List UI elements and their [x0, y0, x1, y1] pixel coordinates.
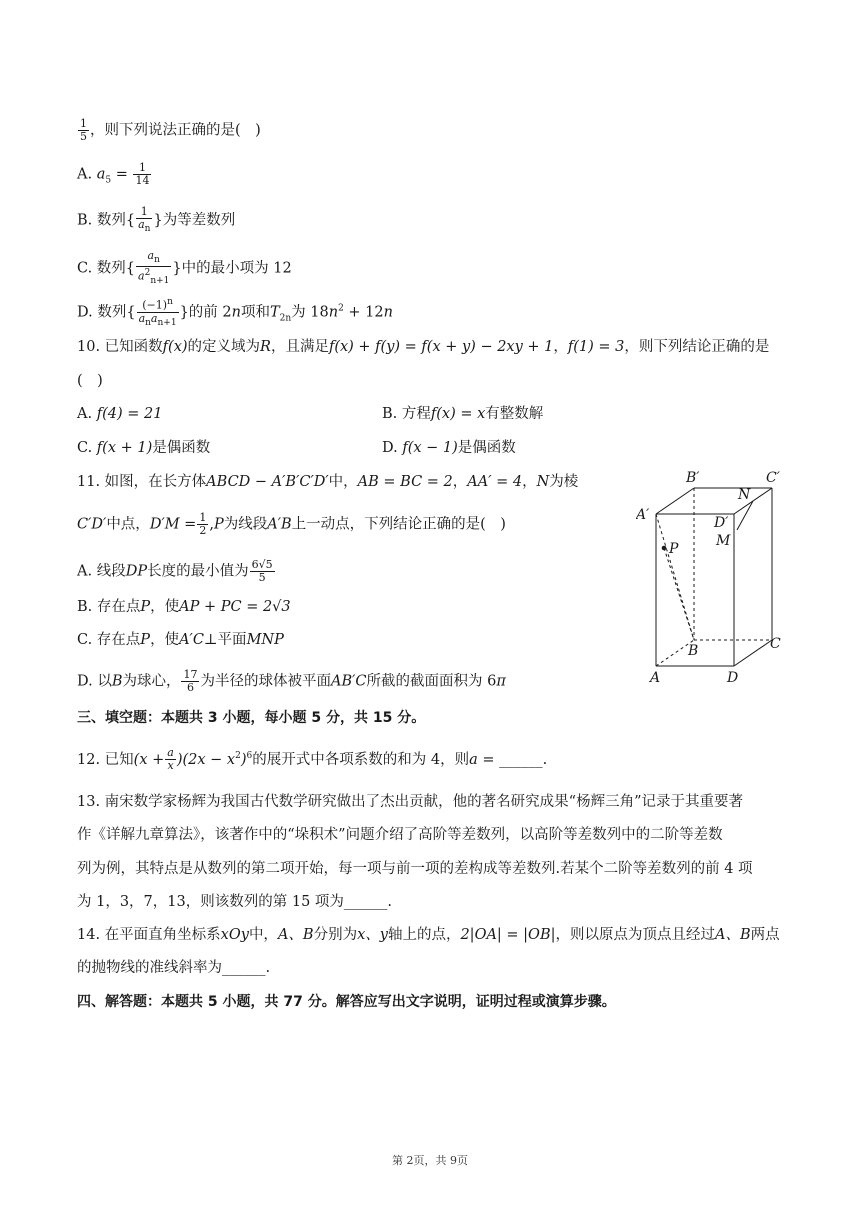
- q10-option-b: B. 方程f(x) = x有整数解: [382, 406, 544, 422]
- q11-stem-line2: C′D′中点，D′M = $\frac{1}{2}$ ,P为线段A′B上一动点，下列结论正确的是( ): [77, 511, 506, 537]
- q14-line2: 的抛物线的准线斜率为______.: [77, 960, 271, 976]
- q10-option-a: A. f(4) = 21: [77, 406, 163, 422]
- segment-NM: [737, 501, 753, 530]
- q11-stem: 11. 如图，在长方体ABCD − A′B′C′D′中，AB = BC = 2，AA′ = 4，N为棱: [77, 474, 579, 490]
- label-B: B: [688, 643, 699, 659]
- point-P: [662, 546, 667, 551]
- label-A1: A′: [636, 507, 650, 523]
- q12: 12. 已知(x + $\frac{a}{x}$ )$(2x - x^2)^6$的展开式中各项系数的和为 4，则a = ______.: [77, 746, 548, 773]
- q9-option-d: D. 数列{ $\frac{(-1)^n}{a_na_{n+1}}$ }的前 2n项和$T_{2n}$为 $18n^2 + 12n$: [77, 297, 393, 328]
- q13-line2: 作《详解九章算法》，该著作中的“垛积术”问题介绍了高阶等差数列，以高阶等差数列中的二阶等差数: [77, 827, 723, 843]
- q14-line1: 14. 在平面直角坐标系xOy中，A、B分别为x、y轴上的点，2|OA| = |OB|，则以原点为顶点且经过A、B两点: [77, 927, 780, 943]
- label-B1: B′: [686, 470, 700, 486]
- q10-stem: 10. 已知函数f(x)的定义域为R，且满足f(x) + f(y) = f(x + y) − 2xy + 1，f(1) = 3，则下列结论正确的是: [77, 339, 770, 355]
- segment-PB: [664, 548, 694, 640]
- q9-option-b: B. 数列{ $\frac{1}{a_n}$ }为等差数列: [77, 205, 236, 235]
- q11-option-d: D. 以B为球心， $\frac{17}{6}$ 为半径的球体被平面AB′C所截的截面面积为 6π: [77, 668, 506, 694]
- q11-option-a: A. 线段DP长度的最小值为 $\frac{6√5}{5}$: [77, 558, 273, 584]
- q10-stem-line2: ( ): [77, 373, 103, 389]
- label-N: N: [738, 487, 751, 503]
- q11-option-c: C. 存在点P，使A′C⊥平面MNP: [77, 632, 284, 648]
- label-C1: C′: [766, 470, 780, 486]
- label-D: D: [727, 670, 739, 686]
- q11-option-b: B. 存在点P，使AP + PC = 2√3: [77, 599, 291, 615]
- q13-line4: 为 1，3，7，13，则该数列的第 15 项为______.: [77, 894, 393, 910]
- q13-line3: 列为例，其特点是从数列的第二项开始，每一项与前一项的差构成等差数列.若某个二阶等差数列的前 4 项: [77, 861, 753, 877]
- edge-A1B1: [656, 488, 694, 514]
- label-P: P: [669, 541, 679, 557]
- segment-A1B: [656, 514, 694, 640]
- label-C: C: [770, 636, 781, 652]
- q10-option-c: C. f(x + 1)是偶函数: [77, 440, 211, 456]
- section-4-heading: 四、解答题：本题共 5 小题，共 77 分。解答应写出文字说明，证明过程或演算步骤。: [77, 994, 616, 1010]
- section-3-heading: 三、填空题：本题共 3 小题，每小题 5 分，共 15 分。: [77, 710, 426, 726]
- q10-option-d: D. f(x − 1)是偶函数: [382, 440, 516, 456]
- q13-line1: 13. 南宋数学家杨辉为我国古代数学研究做出了杰出贡献，他的著名研究成果“杨辉三角”记录于其重要著: [77, 794, 743, 810]
- fraction: $\frac{1}{5}$: [80, 117, 87, 143]
- label-M: M: [716, 533, 731, 549]
- q9-stem: $\frac{1}{5}$ ，则下列说法正确的是( ): [80, 117, 261, 143]
- cuboid-figure: [636, 466, 786, 686]
- q9-option-a: A. $a_5$ = $\frac{1}{14}$: [77, 161, 150, 187]
- page-footer: 第 2页，共 9页: [392, 1154, 468, 1167]
- label-D1: D′: [714, 515, 729, 531]
- label-A: A: [650, 670, 661, 686]
- edge-DC: [734, 640, 772, 666]
- q9-option-c: C. 数列{ $\frac{a_n}{a^2_{n+1}}$ }中的最小项为 12: [77, 249, 292, 287]
